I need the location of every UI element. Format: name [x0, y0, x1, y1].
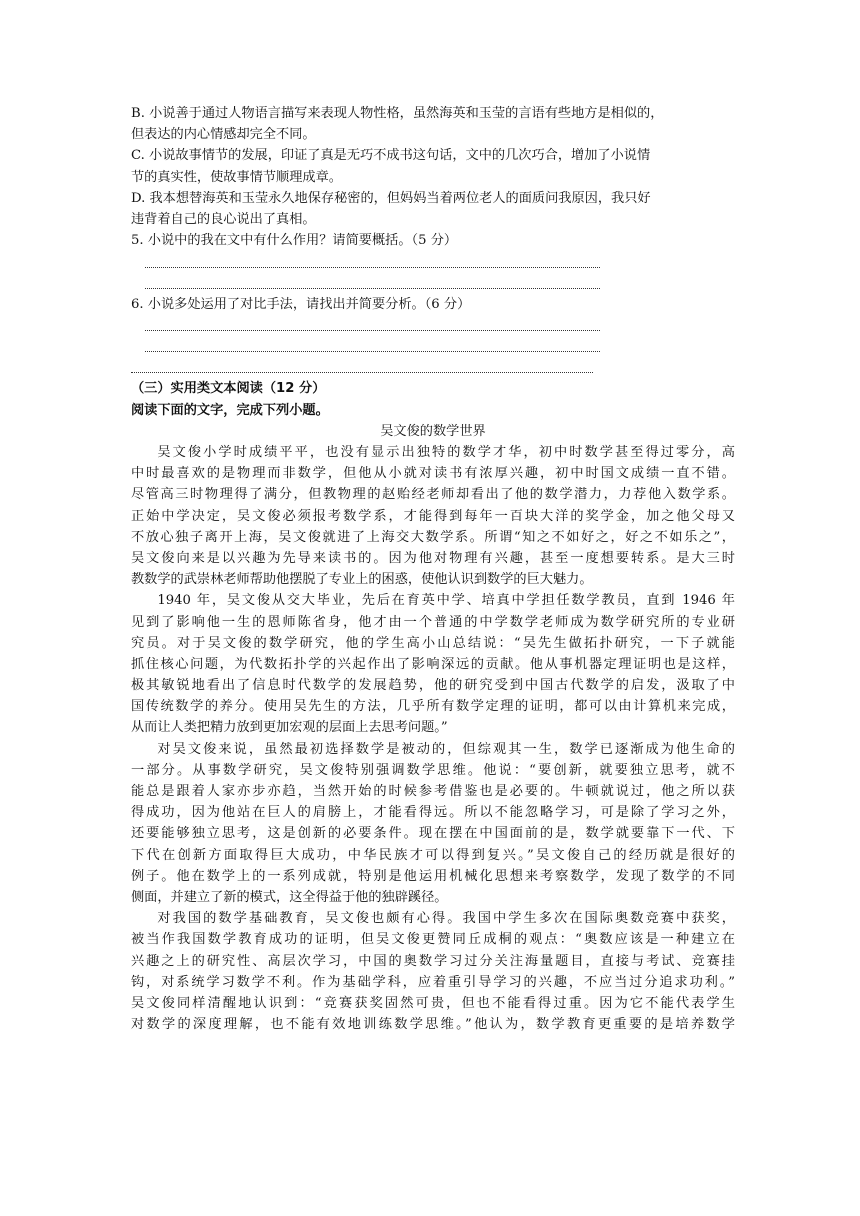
option-d: [131, 188, 735, 230]
section-heading: （三）实用类文本阅读（12 分）: [131, 381, 326, 397]
question-6: 6. 小说多处运用了对比手法，请找出并简要分析。（6 分）: [131, 296, 471, 312]
paragraph-line: 教数学的武崇林老师帮助他摆脱了专业上的困惑，使他认识到数学的巨大魅力。: [131, 572, 593, 588]
paragraph-line: 正始中学决定，吴文俊必须报考数学系，才能得到每年一百块大洋的奖学金，加之他父母又: [131, 508, 735, 524]
paragraph-line: 国传统数学的养分。使用吴先生的方法，几乎所有数学定理的证明，都可以由计算机来完成，: [131, 699, 735, 715]
option-c-line-2: 节的真实性，使故事情节顺理成章。: [131, 169, 342, 185]
paragraph-line: 中时最喜欢的是物理而非数学，但他从小就对读书有浓厚兴趣，初中时国文成绩一直不错。: [131, 466, 735, 482]
option-b: [131, 103, 735, 145]
answer-line: [145, 315, 600, 336]
paragraph-line: 兴趣之上的研究性、高层次学习，中国的奥数学习过分关注海量题目，直接与考试、竞赛挂: [131, 953, 735, 969]
paragraph-line: 对数学的深度理解，也不能有效地训练数学思维。”他认为，数学教育更重要的是培养数学: [131, 1017, 735, 1033]
document-page: [131, 103, 735, 1035]
paragraph-line: 能总是跟着人家亦步亦趋，当然开始的时候参考借鉴也是必要的。牛顿就说过，他之所以获: [131, 784, 735, 799]
option-d-line-2: 违背着自己的良心说出了真相。: [131, 211, 316, 227]
paragraph-line: 被当作我国数学教育成功的证明，但吴文俊更赞同丘成桐的观点：“奥数应该是一种建立在: [131, 932, 735, 948]
option-d-line-1: D. 我本想替海英和玉莹永久地保存秘密的，但妈妈当着两位老人的面质问我原因，我只好: [131, 190, 651, 206]
paragraph-line: 抓住核心问题，为代数拓扑学的兴起作出了影响深远的贡献。他从事机器定理证明也是这样，: [131, 656, 735, 672]
paragraph-line: 尽管高三时物理得了满分，但教物理的赵贻经老师却看出了他的数学潜力，力荐他入数学系。: [131, 487, 735, 503]
paragraph-line: 见到了影响他一生的恩师陈省身，他才由一个普通的中学数学老师成为数学研究所的专业研: [131, 614, 735, 630]
answer-line: [131, 357, 593, 378]
paragraph-line: 吴文俊小学时成绩平平，也没有显示出独特的数学才华，初中时数学甚至得过零分，高: [157, 445, 735, 460]
section-instruction: 阅读下面的文字，完成下列小题。: [131, 402, 329, 418]
option-c: [131, 145, 735, 187]
paragraph-line: 得成功，因为他站在巨人的肩膀上，才能看得远。所以不能忽略学习，可是除了学习之外，: [131, 805, 735, 821]
paragraph-line: 不放心独子离开上海，吴文俊就进了上海交大数学系。所谓“知之不如好之，好之不如乐之”，: [131, 529, 735, 545]
paragraph-2: [131, 590, 735, 738]
paragraph-line: 例子。他在数学上的一系列成就，特别是他运用机械化思想来考察数学，发现了数学的不同: [131, 868, 735, 884]
answer-line: [145, 251, 600, 272]
paragraph-4: [131, 908, 735, 1035]
paragraph-line: 对吴文俊来说，虽然最初选择数学是被动的，但综观其一生，数学已逐渐成为他生命的: [157, 741, 735, 757]
article-title: 吴文俊的数学世界: [380, 423, 486, 439]
paragraph-line: 下代在创新方面取得巨大成功，中华民族才可以得到复兴。”吴文俊自己的经历就是很好的: [131, 847, 735, 863]
answer-line: [145, 336, 600, 357]
paragraph-line: 吴文俊同样清醒地认识到：“竞赛获奖固然可贵，但也不能看得过重。因为它不能代表学生: [131, 995, 735, 1011]
question-5: 5. 小说中的我在文中有什么作用？请简要概括。（5 分）: [131, 233, 458, 249]
option-b-line-2: 但表达的内心情感却完全不同。: [131, 127, 316, 143]
paragraph-line: 1940 年，吴文俊从交大毕业，先后在育英中学、培真中学担任数学教员，直到 1946 年: [157, 593, 735, 609]
paragraph-line: 从而让人类把精力放到更加宏观的层面上去思考问题。”: [131, 720, 448, 736]
answer-line: [145, 273, 600, 294]
paragraph-3: [131, 739, 735, 909]
paragraph-line: 还要能够独立思考，这是创新的必要条件。现在摆在中国面前的是，数学就要靠下一代、下: [131, 826, 735, 842]
option-c-line-1: C. 小说故事情节的发展，印证了真是无巧不成书这句话，文中的几次巧合，增加了小说情: [131, 148, 651, 164]
paragraph-line: 一部分。从事数学研究，吴文俊特别强调数学思维。他说：“要创新，就要独立思考，就不: [131, 762, 735, 778]
paragraph-line: 极其敏锐地看出了信息时代数学的发展趋势，他的研究受到中国古代数学的启发，汲取了中: [131, 678, 735, 694]
option-b-line-1: B. 小说善于通过人物语言描写来表现人物性格，虽然海英和玉莹的言语有些地方是相似的，: [131, 106, 664, 121]
paragraph-line: 吴文俊向来是以兴趣为先导来读书的。因为他对物理有兴趣，甚至一度想要转系。是大三时: [131, 550, 735, 566]
paragraph-line: 侧面，并建立了新的模式，这全得益于他的独辟蹊径。: [131, 889, 448, 905]
paragraph-line: 对我国的数学基础教育，吴文俊也颇有心得。我国中学生多次在国际奥数竞赛中获奖，: [157, 911, 735, 927]
paragraph-1: [131, 442, 735, 590]
paragraph-line: 钩，对系统学习数学不利。作为基础学科，应着重引导学习的兴趣，不应当过分追求功利。”: [131, 974, 735, 990]
paragraph-line: 究员。对于吴文俊的数学研究，他的学生高小山总结说：“吴先生做拓扑研究，一下子就能: [131, 635, 735, 651]
